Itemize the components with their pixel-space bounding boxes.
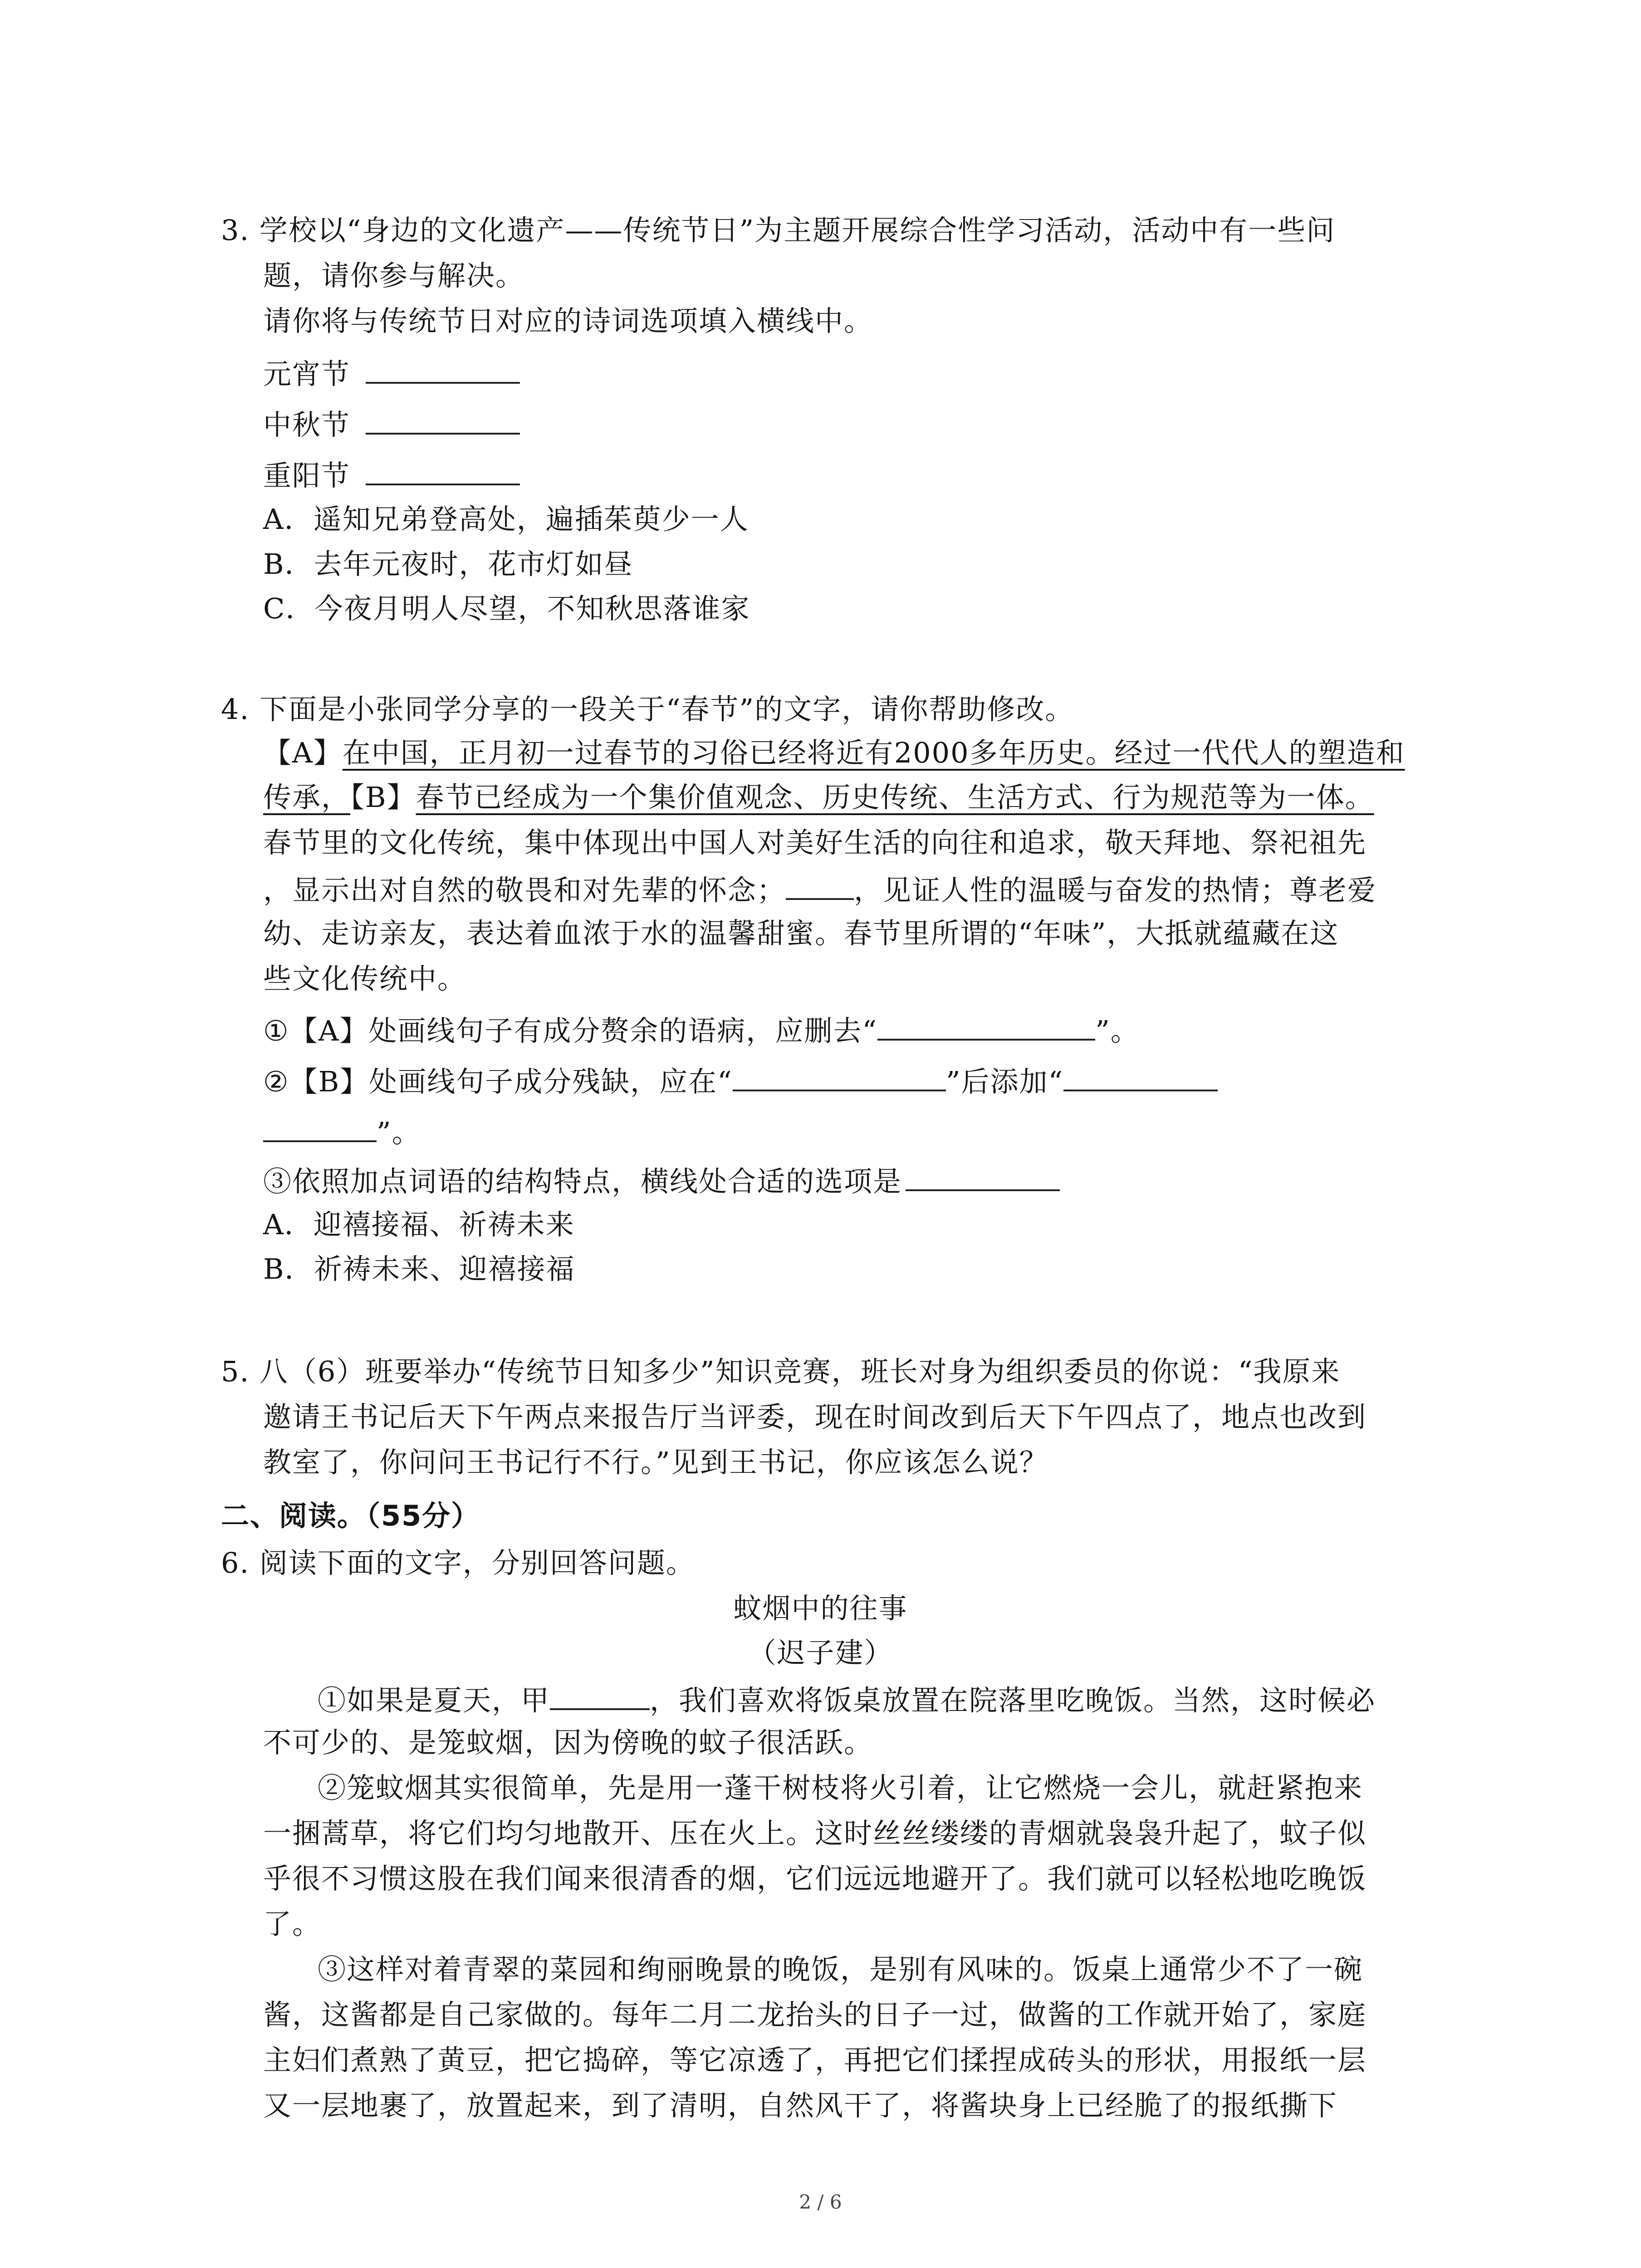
para-text: ①如果是夏天，甲 [318, 1684, 550, 1717]
mark-a: 【A】 [263, 736, 343, 769]
q4-sub2-cont [263, 1112, 421, 1151]
article-para1-line1 [318, 1680, 1376, 1719]
q4-option-b: B．祈祷未来、迎禧接福 [263, 1252, 575, 1286]
article-para2-line4: 了。 [263, 1907, 322, 1941]
q6-stem: 6. 阅读下面的文字，分别回答问题。 [221, 1546, 695, 1579]
article-para1-line2: 不可少的、是笼蚊烟，因为傍晚的蚊子很活跃。 [263, 1726, 873, 1759]
passage-text: ，显示出对自然的敬畏和对先辈的怀念； [263, 874, 786, 907]
q4-passage-line1 [263, 735, 1405, 771]
q3-option-c: C．今夜月明人尽望，不知秋思落谁家 [263, 592, 750, 625]
q4-passage-line5: 幼、走访亲友，表达着血浓于水的温馨甜蜜。春节里所谓的“年味”，大抵就蕴藏在这 [263, 917, 1339, 950]
q4-sub1 [263, 1011, 1140, 1049]
q5-line2: 邀请王书记后天下午两点来报告厅当评委，现在时间改到后天下午四点了，地点也改到 [263, 1400, 1367, 1433]
article-para3-line3: 主妇们煮熟了黄豆，把它捣碎，等它凉透了，再把它们揉捏成砖头的形状，用报纸一层 [263, 2043, 1367, 2077]
article-para2-line1: ②笼蚊烟其实很简单，先是用一蓬干树枝将火引着，让它燃烧一会儿，就赶紧抱来 [318, 1771, 1363, 1804]
section-heading: 二、阅读。（55分） [221, 1499, 480, 1532]
page-number: 2 / 6 [799, 2191, 842, 2213]
q4-passage-line6: 些文化传统中。 [263, 962, 467, 995]
q3-option-b: B．去年元夜时，花市灯如昼 [263, 547, 633, 581]
article-para3-line1: ③这样对着青翠的菜园和绚丽晚景的晚饭，是别有风味的。饭桌上通常少不了一碗 [318, 1953, 1363, 1986]
article-para2-line2: 一捆蒿草，将它们均匀地散开、压在火上。这时丝丝缕缕的青烟就袅袅升起了，蚊子似 [263, 1817, 1367, 1850]
article-para3-line2: 酱，这酱都是自己家做的。每年二月二龙抬头的日子一过，做酱的工作就开始了，家庭 [263, 1998, 1367, 2031]
q4-sub2 [263, 1061, 1218, 1100]
answer-blank[interactable] [366, 405, 520, 435]
answer-blank[interactable] [366, 354, 520, 384]
sentence-a-underlined: 在中国，正月初一过春节的习俗已经将近有2000多年历史。经过一代代人的塑造和 [342, 736, 1405, 769]
article-para2-line3: 乎很不习惯这股在我们闻来很清香的烟，它们远远地避开了。我们就可以轻松地吃晚饭 [263, 1862, 1367, 1895]
sub-question-text: ①【A】处画线句子有成分赘余的语病，应删去“ [263, 1014, 878, 1047]
q3-festival-zhongqiu [263, 405, 520, 443]
festival-label: 中秋节 [263, 408, 351, 441]
q4-passage-line3: 春节里的文化传统，集中体现出中国人对美好生活的向往和追求，敬天拜地、祭祀祖先 [263, 826, 1367, 859]
article-para3-line4: 又一层地裹了，放置起来，到了清明，自然风干了，将酱块身上已经脆了的报纸撕下 [263, 2089, 1338, 2122]
sentence-a-underlined-end: 传承， [263, 781, 351, 814]
passage-text: ，见证人性的温暖与奋发的热情；尊老爱 [854, 874, 1377, 907]
q5-line1: 5. 八（6）班要举办“传统节日知多少”知识竞赛，班长对身为组织委员的你说：“我原来 [221, 1355, 1341, 1388]
q4-passage-line2 [263, 779, 1374, 816]
answer-blank[interactable] [1063, 1061, 1218, 1091]
q4-stem: 4. 下面是小张同学分享的一段关于“春节”的文字，请你帮助修改。 [221, 693, 1074, 726]
sentence-b-underlined: 春节已经成为一个集价值观念、历史传统、生活方式、行为规范等为一体。 [416, 781, 1374, 814]
mark-b: 【B】 [350, 781, 416, 814]
article-title: 蚊烟中的往事 [733, 1592, 908, 1625]
sub-question-text: ”。 [1095, 1014, 1140, 1047]
passage-blank-jia[interactable] [550, 1680, 650, 1710]
q3-instruction: 请你将与传统节日对应的诗词选项填入横线中。 [263, 304, 873, 337]
festival-label: 元宵节 [263, 357, 351, 391]
q3-stem-line2: 题，请你参与解决。 [263, 259, 525, 292]
q3-festival-chongyang [263, 455, 520, 494]
festival-label: 重阳节 [263, 459, 351, 492]
answer-blank[interactable] [877, 1011, 1095, 1041]
passage-blank[interactable] [786, 870, 854, 900]
answer-blank[interactable] [906, 1161, 1060, 1191]
sub-question-text: ”。 [377, 1116, 421, 1149]
q3-option-a: A．遥知兄弟登高处，遍插茱萸少一人 [263, 503, 749, 536]
q4-passage-line4 [263, 870, 1376, 909]
sub-question-text: ③依照加点词语的结构特点，横线处合适的选项是 [263, 1165, 902, 1198]
para-text: ，我们喜欢将饭桌放置在院落里吃晚饭。当然，这时候必 [650, 1684, 1376, 1717]
q4-sub3 [263, 1161, 1060, 1200]
answer-blank[interactable] [733, 1061, 946, 1091]
answer-blank[interactable] [366, 455, 520, 485]
q5-line3: 教室了，你问问王书记行不行。”见到王书记，你应该怎么说？ [263, 1446, 1048, 1479]
answer-blank[interactable] [263, 1112, 377, 1142]
article-author: （迟子建） [748, 1636, 893, 1669]
q3-festival-yuanxiao [263, 354, 520, 392]
q4-option-a: A．迎禧接福、祈祷未来 [263, 1208, 575, 1241]
sub-question-text: ”后添加“ [945, 1065, 1064, 1098]
q3-stem-line1: 3. 学校以“身边的文化遗产——传统节日”为主题开展综合性学习活动，活动中有一些问 [221, 214, 1336, 247]
sub-question-text: ②【B】处画线句子成分残缺，应在“ [263, 1065, 733, 1098]
